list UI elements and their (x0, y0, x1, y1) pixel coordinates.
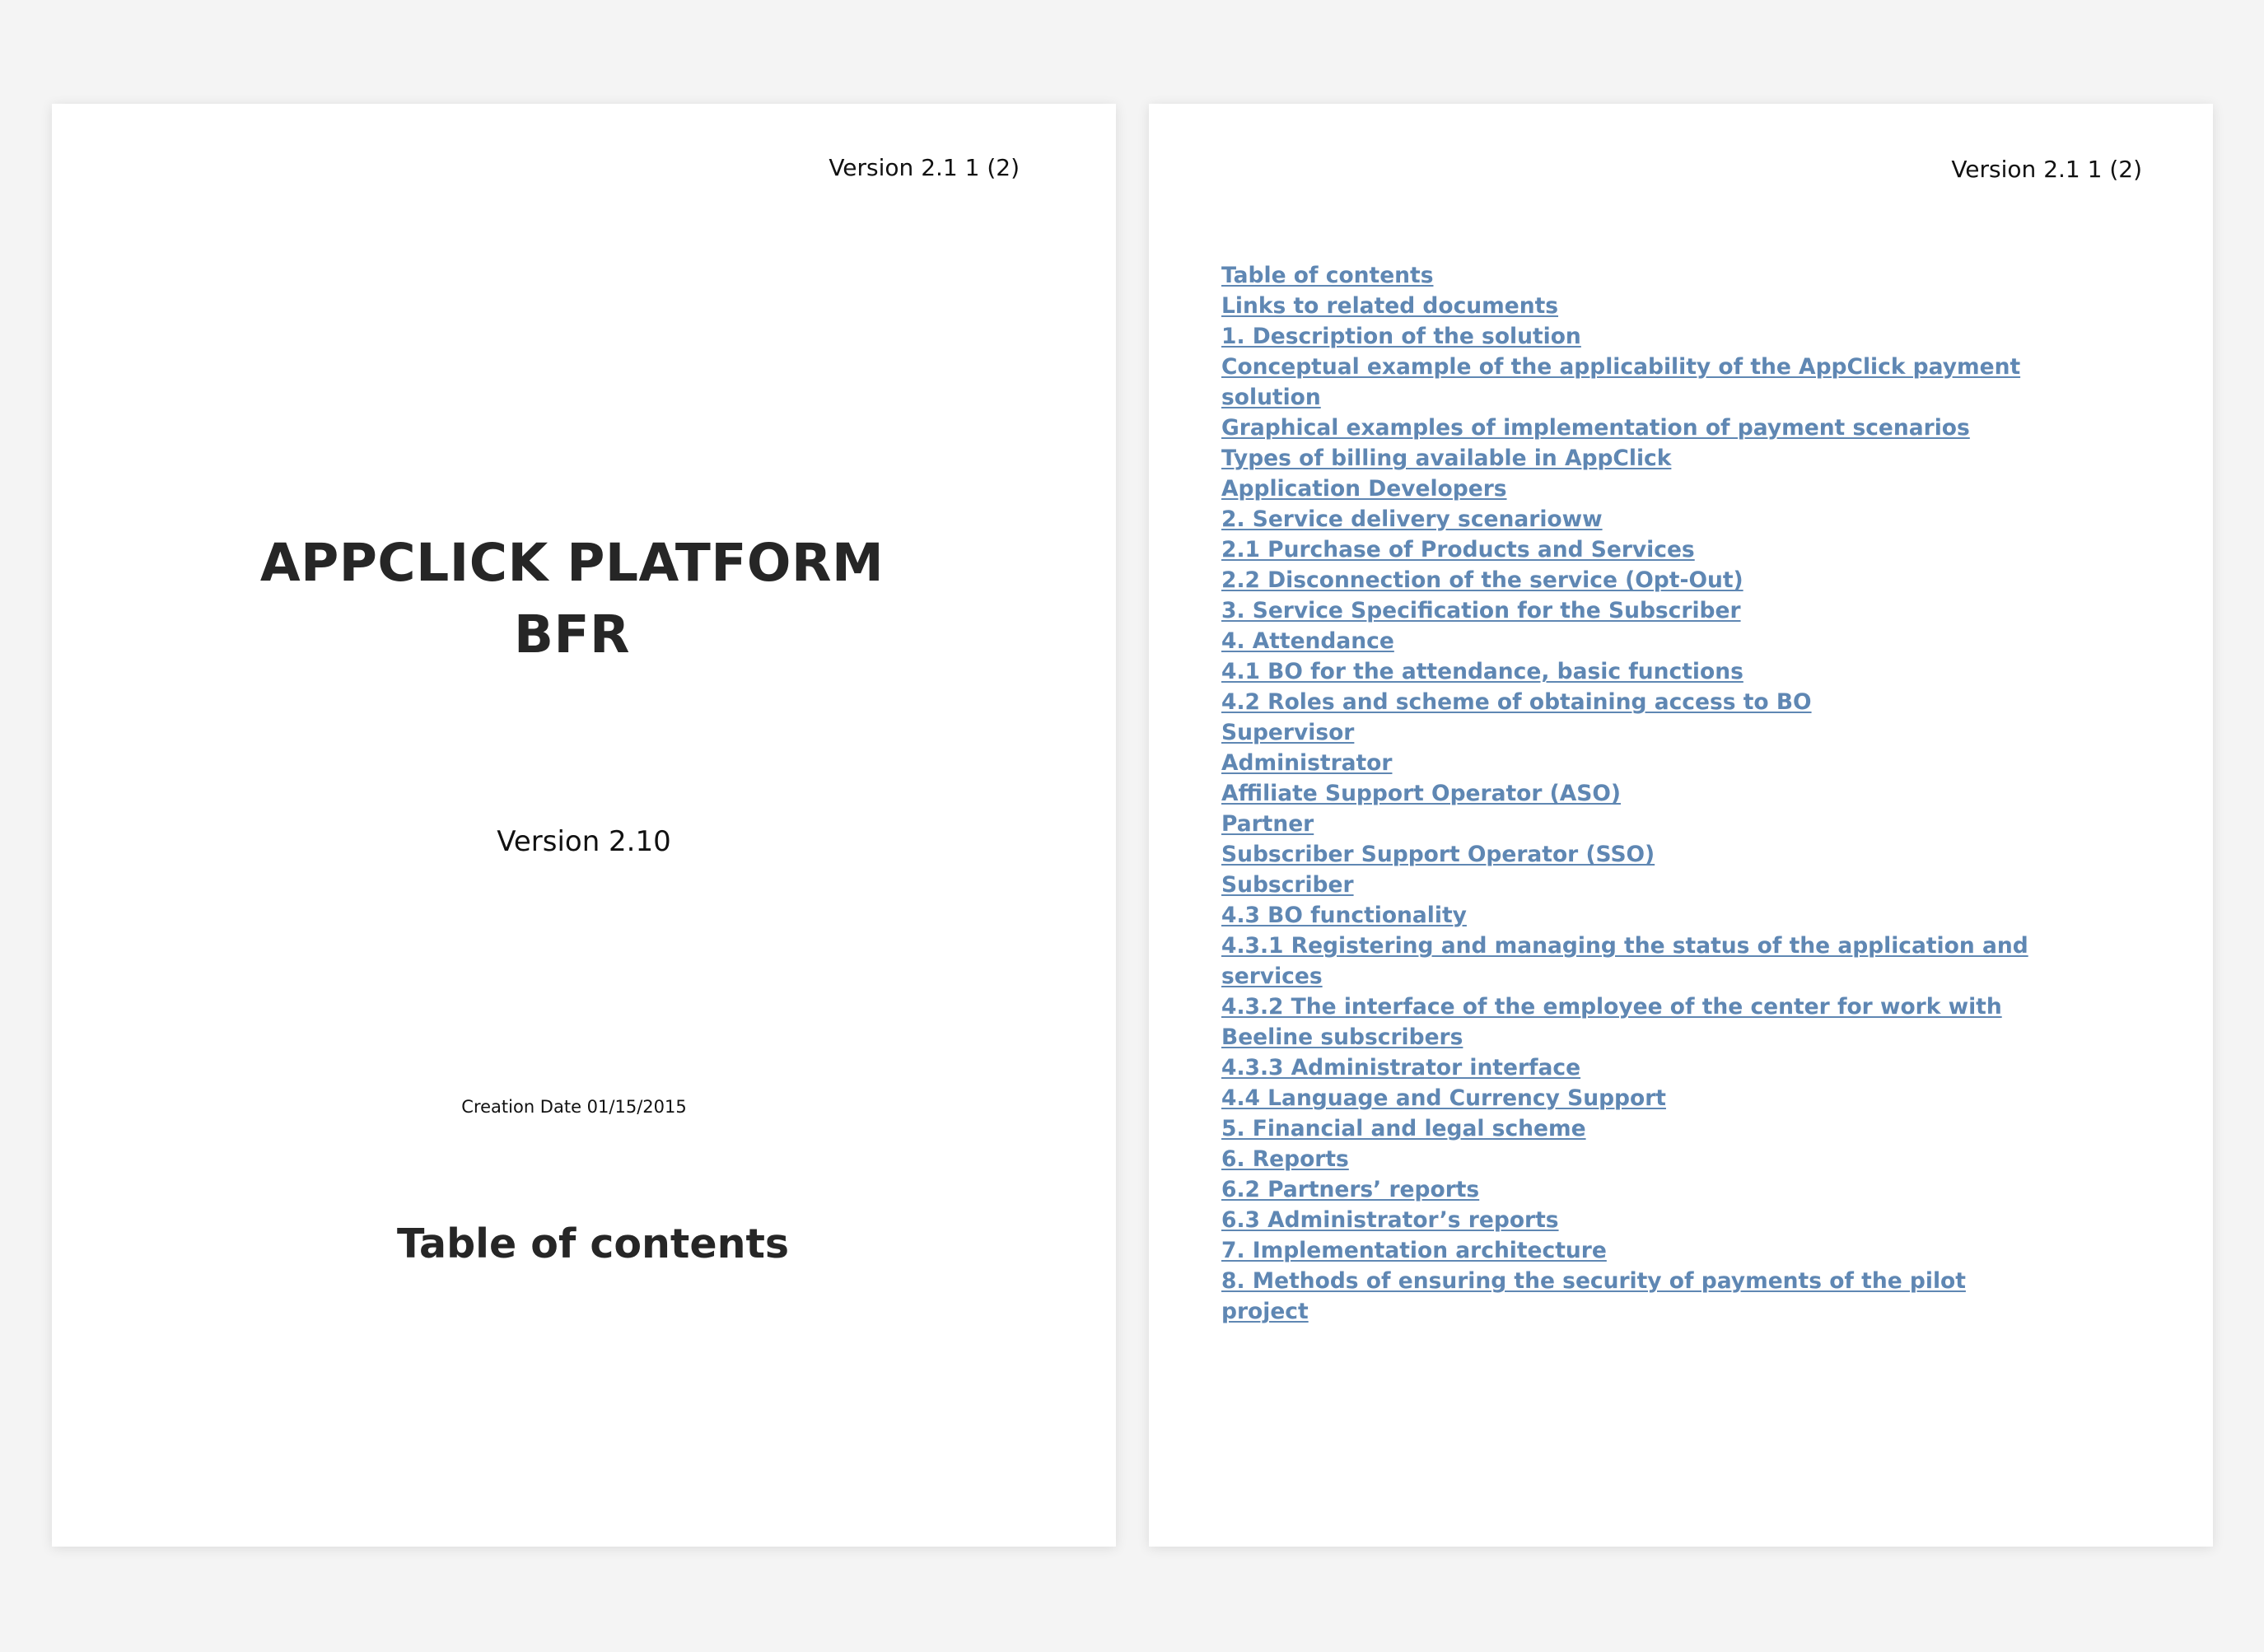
toc-item (1221, 413, 2045, 443)
toc-item (1221, 1235, 2045, 1266)
toc-item (1221, 748, 2045, 778)
toc-link[interactable]: Subscriber Support Operator (SSO) (1221, 842, 1655, 867)
toc-item (1221, 656, 2045, 687)
toc-link[interactable]: 5. Financial and legal scheme (1221, 1116, 1586, 1141)
toc-link[interactable]: 7. Implementation architecture (1221, 1238, 1607, 1263)
toc-link[interactable]: 4.1 BO for the attendance, basic functions (1221, 659, 1744, 684)
toc-link[interactable]: 4.3.1 Registering and managing the status of the application and services (1221, 933, 2028, 989)
toc-heading: Table of contents (396, 1220, 790, 1267)
toc-link[interactable]: 6.3 Administrator’s reports (1221, 1207, 1559, 1233)
document-version: Version 2.10 (497, 825, 671, 858)
toc-link[interactable]: Types of billing available in AppClick (1221, 446, 1672, 471)
cover-page (52, 104, 1116, 1547)
toc-item (1221, 717, 2045, 748)
toc-item (1221, 1174, 2045, 1205)
toc-link[interactable]: Administrator (1221, 750, 1393, 776)
toc-link[interactable]: Affiliate Support Operator (ASO) (1221, 781, 1621, 806)
toc-link[interactable]: Table of contents (1221, 263, 1434, 288)
toc-item (1221, 352, 2045, 413)
toc-item (1221, 1052, 2045, 1083)
toc-link[interactable]: 6.2 Partners’ reports (1221, 1177, 1480, 1202)
document-title-line-1: APPCLICK PLATFORM (259, 533, 885, 593)
toc-item (1221, 1113, 2045, 1144)
toc-link[interactable]: Graphical examples of implementation of payment scenarios (1221, 415, 1970, 441)
toc-link[interactable]: Conceptual example of the applicability of the AppClick payment solution (1221, 354, 2021, 410)
toc-item (1221, 443, 2045, 474)
toc-item (1221, 778, 2045, 809)
toc-item (1221, 839, 2045, 870)
toc-link[interactable]: Application Developers (1221, 476, 1507, 502)
toc-item (1221, 291, 2045, 321)
document-title (52, 527, 1092, 670)
toc-link[interactable]: Partner (1221, 811, 1314, 837)
toc-item (1221, 595, 2045, 626)
toc-link[interactable]: Supervisor (1221, 720, 1355, 745)
toc-item (1221, 1205, 2045, 1235)
toc-link[interactable]: 2.2 Disconnection of the service (Opt-Out) (1221, 567, 1744, 593)
toc-link[interactable]: Links to related documents (1221, 293, 1559, 319)
creation-date: Creation Date 01/15/2015 (461, 1097, 687, 1117)
toc-item (1221, 809, 2045, 839)
toc-item (1221, 504, 2045, 534)
toc-item (1221, 931, 2045, 992)
toc-item (1221, 1144, 2045, 1174)
toc-link[interactable]: 6. Reports (1221, 1146, 1349, 1172)
toc-item (1221, 992, 2045, 1052)
toc-list (1221, 260, 2045, 1327)
toc-link[interactable]: 4. Attendance (1221, 628, 1394, 654)
toc-item (1221, 1266, 2045, 1327)
toc-item (1221, 565, 2045, 595)
toc-item (1221, 687, 2045, 717)
toc-item (1221, 474, 2045, 504)
toc-item (1221, 870, 2045, 900)
toc-link[interactable]: 4.3 BO functionality (1221, 903, 1467, 928)
toc-link[interactable]: 4.2 Roles and scheme of obtaining access to BO (1221, 689, 1812, 715)
toc-link[interactable]: 2. Service delivery scenarioww (1221, 506, 1603, 532)
page-header-version: Version 2.1 1 (2) (829, 154, 1020, 181)
toc-link[interactable]: 4.4 Language and Currency Support (1221, 1085, 1666, 1111)
toc-item (1221, 260, 2045, 291)
toc-item (1221, 321, 2045, 352)
toc-item (1221, 534, 2045, 565)
toc-link[interactable]: Subscriber (1221, 872, 1354, 898)
toc-link[interactable]: 2.1 Purchase of Products and Services (1221, 537, 1695, 562)
toc-link[interactable]: 4.3.3 Administrator interface (1221, 1055, 1581, 1080)
toc-item (1221, 900, 2045, 931)
toc-item (1221, 1083, 2045, 1113)
page-header-version: Version 2.1 1 (2) (1951, 156, 2142, 183)
toc-link[interactable]: 3. Service Specification for the Subscriber (1221, 598, 1741, 623)
toc-page (1149, 104, 2213, 1547)
toc-link[interactable]: 1. Description of the solution (1221, 324, 1581, 349)
toc-link[interactable]: 4.3.2 The interface of the employee of the center for work with Beeline subscribers (1221, 994, 2002, 1050)
toc-item (1221, 626, 2045, 656)
document-title-line-2: BFR (513, 604, 631, 665)
toc-link[interactable]: 8. Methods of ensuring the security of payments of the pilot project (1221, 1268, 1966, 1324)
